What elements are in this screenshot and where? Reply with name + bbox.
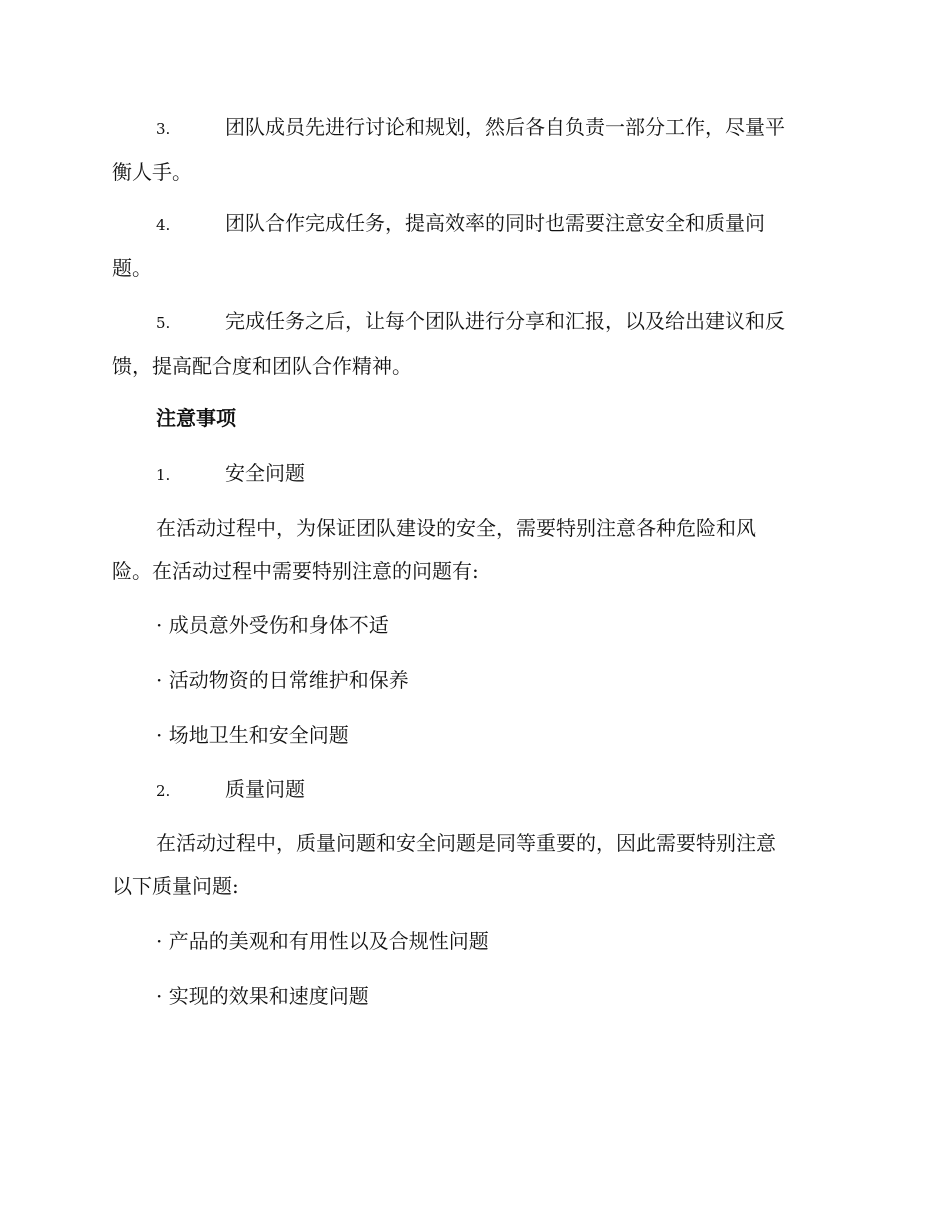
list-item-3	[112, 106, 837, 194]
bullet-item: · 实现的效果和速度问题	[156, 984, 369, 1008]
list-number: 4.	[156, 216, 171, 234]
paragraph-line: 在活动过程中，为保证团队建设的安全，需要特别注意各种危险和风	[156, 516, 756, 540]
paragraph-line: 在活动过程中，质量问题和安全问题是同等重要的，因此需要特别注意	[156, 831, 776, 855]
list-text-line: 衡人手。	[112, 160, 192, 184]
list-text-line: 团队合作完成任务，提高效率的同时也需要注意安全和质量问	[225, 211, 765, 235]
paragraph-line: 险。在活动过程中需要特别注意的问题有:	[112, 559, 479, 583]
paragraph-quality	[112, 822, 837, 908]
list-number: 1.	[156, 466, 171, 484]
bullet-item: · 场地卫生和安全问题	[156, 723, 349, 747]
subsection-title-safety	[112, 452, 881, 497]
list-text-line: 团队成员先进行讨论和规划，然后各自负责一部分工作，尽量平	[225, 115, 785, 139]
bullet-item: · 产品的美观和有用性以及合规性问题	[156, 929, 489, 953]
list-item-5	[112, 300, 837, 388]
bullet-item: · 成员意外受伤和身体不适	[156, 613, 389, 637]
section-heading: 注意事项	[156, 406, 236, 430]
list-text-line: 题。	[112, 256, 152, 280]
list-text-line: 完成任务之后，让每个团队进行分享和汇报，以及给出建议和反	[225, 309, 785, 333]
bullet-item: · 活动物资的日常维护和保养	[156, 668, 409, 692]
subsection-title: 安全问题	[225, 461, 305, 485]
list-item-4	[112, 202, 837, 290]
paragraph-safety	[112, 507, 837, 593]
list-number: 5.	[156, 314, 171, 332]
subsection-title-quality	[112, 768, 881, 813]
paragraph-line: 以下质量问题:	[112, 874, 239, 898]
list-text-line: 馈，提高配合度和团队合作精神。	[112, 354, 412, 378]
list-number: 2.	[156, 782, 171, 800]
subsection-title: 质量问题	[225, 777, 305, 801]
list-number: 3.	[156, 120, 171, 138]
